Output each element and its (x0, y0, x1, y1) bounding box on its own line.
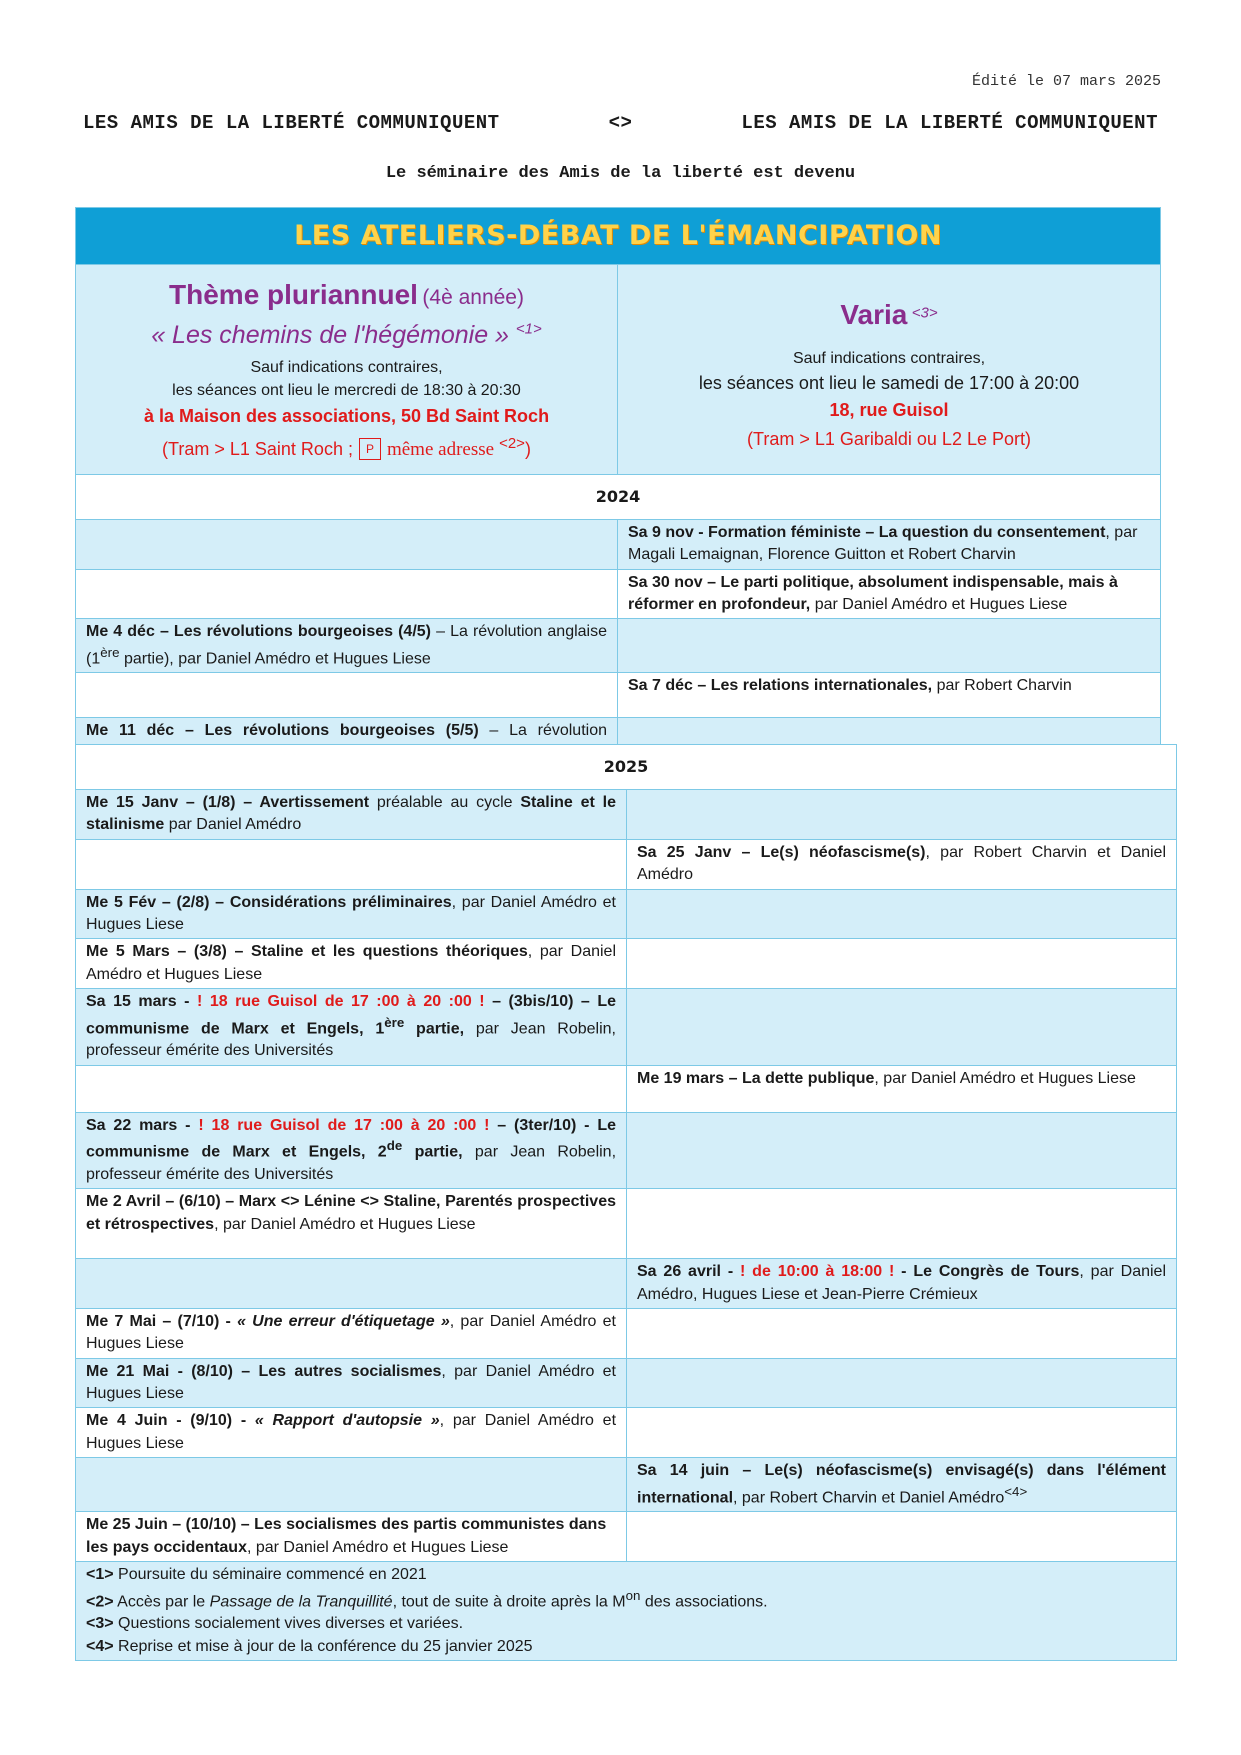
footnote-key: <4> (86, 1637, 114, 1655)
session-cell (76, 939, 627, 989)
footnote-key: <3> (86, 1615, 114, 1633)
session-title: Me 5 Mars – (3/8) – Staline et les questions théoriques (86, 943, 528, 961)
headline-left: LES AMIS DE LA LIBERTÉ COMMUNIQUENT (83, 112, 500, 134)
footnote-text: Reprise et mise à jour de la conférence du 25 janvier 2025 (113, 1637, 533, 1655)
right-header-line1: Sauf indications contraires, (792, 350, 986, 368)
session-cell (76, 1358, 627, 1408)
session-cell (618, 519, 1161, 569)
session-speakers: , par Robert Charvin et Daniel Amédro (637, 843, 1166, 884)
session-time-warning: ! de 10:00 à 18:00 ! (740, 1263, 895, 1281)
session-date: Sa 26 avril - (637, 1263, 740, 1281)
session-cell (76, 1308, 627, 1358)
superscript: de (386, 1138, 403, 1154)
session-cell (76, 989, 627, 1066)
session-text: préalable au cycle (369, 794, 521, 811)
empty-cell (76, 1458, 627, 1512)
session-date: Sa 22 mars - (86, 1116, 199, 1134)
empty-cell (627, 1308, 1177, 1358)
banner-title: LES ATELIERS-DÉBAT DE L'ÉMANCIPATION (294, 220, 942, 252)
footnote-key: <1> (86, 1566, 114, 1584)
right-header-place: 18, rue Guisol (829, 399, 949, 420)
footnotes (76, 1562, 1177, 1661)
session-title: Sa 14 juin – Le(s) néofascisme(s) envisagé(s) dans l'élément international (637, 1462, 1166, 1506)
session-speakers: , par Daniel Amédro et Hugues Liese (86, 1412, 617, 1452)
session-location-warning: ! 18 rue Guisol de 17 :00 à 20 :00 ! (198, 1116, 490, 1134)
session-speakers: , par Daniel Amédro et Hugues Liese (86, 893, 616, 933)
session-cell (76, 1189, 627, 1259)
session-cell (76, 790, 627, 840)
empty-cell (627, 790, 1177, 840)
footnote-key: <2> (86, 1592, 114, 1610)
empty-cell (627, 889, 1177, 939)
session-speakers: par Jean Robelin, professeur émérite des Universités (86, 1143, 617, 1183)
table-row (76, 619, 1161, 673)
session-cell (76, 619, 618, 673)
session-speakers: par Daniel Amédro (164, 816, 302, 834)
session-date: Sa 15 mars - (86, 993, 197, 1011)
session-title: – (3bis/10) – Le communisme de Marx et Engels, 1 (86, 993, 617, 1037)
session-title: Me 19 mars – La dette publique (637, 1069, 875, 1087)
session-title: Me 7 Mai – (7/10) - (86, 1312, 238, 1330)
headline-separator: <> (608, 112, 633, 134)
session-cell (627, 1259, 1177, 1309)
footnote-text: , tout de suite à droite après la M (392, 1592, 626, 1610)
table-row (76, 1189, 1177, 1259)
right-header (618, 265, 1161, 475)
superscript: on (625, 1587, 641, 1603)
program-table-2024 (75, 207, 1161, 768)
year-2024: 2024 (76, 474, 1161, 519)
footnote-4 (86, 1636, 1166, 1658)
empty-cell (76, 1259, 627, 1309)
session-title: Me 15 Janv – (1/8) – Avertissement (86, 794, 370, 811)
left-header (76, 265, 618, 475)
session-title: Me 21 Mai - (8/10) – Les autres socialismes (86, 1362, 442, 1380)
session-speakers: , par Daniel Amédro et Hugues Liese (86, 943, 616, 983)
right-header-line2: les séances ont lieu le samedi de 17:00 à 20:00 (698, 372, 1080, 393)
table-row (76, 1408, 1177, 1458)
session-speakers: , par Daniel Amédro et Hugues Liese (86, 1312, 617, 1353)
footnote-text: des associations. (640, 1592, 768, 1610)
table-row (76, 569, 1161, 619)
session-title-quote: « Rapport d'autopsie » (254, 1412, 440, 1430)
session-title: Me 5 Fév – (2/8) – Considérations préliminaires (86, 893, 452, 911)
empty-cell (76, 519, 618, 569)
empty-cell (76, 673, 618, 718)
session-speakers: , par Daniel Amédro et Hugues Liese (214, 1215, 476, 1233)
session-cell (618, 569, 1161, 619)
session-title: Me 2 Avril – (6/10) – Marx <> Lénine <> Staline, Parentés prospectives et rétrospectives (86, 1193, 616, 1233)
session-speakers: par Jean Robelin, professeur émérite des Universités (86, 1019, 616, 1060)
empty-cell (627, 1189, 1177, 1259)
empty-cell (627, 1408, 1177, 1458)
session-speakers: , par Daniel Amédro et Hugues Liese (86, 1362, 616, 1403)
empty-cell (627, 1112, 1177, 1189)
session-location-warning: ! 18 rue Guisol de 17 :00 à 20 :00 ! (196, 993, 485, 1011)
headline-right: LES AMIS DE LA LIBERTÉ COMMUNIQUENT (741, 112, 1158, 134)
session-speakers: , par Robert Charvin et Daniel Amédro (733, 1488, 1005, 1506)
table-row (76, 989, 1177, 1066)
session-text: – La révolution anglaise (1 (86, 623, 608, 668)
table-row (76, 1458, 1177, 1512)
same-address-ref: <2> (499, 435, 525, 453)
superscript: ère (384, 1014, 405, 1030)
empty-cell (627, 989, 1177, 1066)
right-header-ref: <3> (911, 304, 938, 322)
right-header-tram: (Tram > L1 Garibaldi ou L2 Le Port) (747, 428, 1031, 449)
session-cell (76, 1112, 627, 1189)
session-title: - Le Congrès de Tours (894, 1263, 1080, 1281)
table-row (76, 889, 1177, 939)
left-header-title: Thème pluriannuel (169, 279, 418, 310)
empty-cell (627, 939, 1177, 989)
tram-close: ) (524, 439, 531, 460)
left-header-line2: les séances ont lieu le mercredi de 18:30 à 20:30 (172, 381, 521, 399)
session-speakers: par Daniel Amédro et Hugues Liese (810, 595, 1068, 613)
edited-date: Édité le 07 mars 2025 (971, 73, 1161, 90)
left-header-quote: « Les chemins de l'hégémonie » (151, 321, 509, 350)
year-2025: 2025 (76, 745, 1177, 790)
session-title: Me 4 Juin - (9/10) - (86, 1412, 255, 1430)
empty-cell (76, 839, 627, 889)
session-speakers: , par Daniel Amédro et Hugues Liese (246, 1538, 509, 1556)
table-row (76, 1112, 1177, 1189)
right-header-title: Varia (840, 299, 908, 330)
table-row (76, 1259, 1177, 1309)
session-cell (76, 1408, 627, 1458)
session-title: Sa 25 Janv – Le(s) néofascisme(s) (637, 843, 926, 861)
session-cell (627, 1458, 1177, 1512)
left-header-place: à la Maison des associations, 50 Bd Saint Roch (143, 405, 550, 426)
footnote-2 (86, 1587, 1166, 1614)
session-cell (76, 889, 627, 939)
footnote-text: Accès par le (113, 1592, 210, 1610)
session-speakers: , par Daniel Amédro et Hugues Liese (874, 1069, 1136, 1087)
session-cell (627, 1065, 1177, 1112)
session-title: Me 25 Juin – (10/10) – Les socialismes des partis communistes dans les pays occidentaux (86, 1516, 607, 1556)
left-header-line1: Sauf indications contraires, (250, 359, 443, 377)
same-address: même adresse (386, 439, 495, 461)
table-row (76, 1358, 1177, 1408)
empty-cell (627, 1512, 1177, 1562)
footnote-italic: Passage de la Tranquillité (209, 1592, 393, 1610)
session-cell (618, 673, 1161, 718)
parking-icon: P (359, 438, 381, 460)
session-title: Sa 7 déc – Les relations internationales, (628, 677, 933, 695)
subline: Le séminaire des Amis de la liberté est devenu (385, 164, 856, 183)
left-header-tram (84, 433, 609, 464)
empty-cell (76, 569, 618, 619)
table-row (76, 939, 1177, 989)
table-row (76, 519, 1161, 569)
session-cell (76, 1512, 627, 1562)
session-title-part: Staline et le stalinisme (86, 794, 616, 834)
session-title: Me 11 déc – Les révolutions bourgeoises (5/5) (86, 722, 479, 740)
left-header-subtitle: (4è année) (422, 286, 524, 309)
table-row (76, 1065, 1177, 1112)
footnote-1 (86, 1564, 1166, 1586)
table-row (76, 673, 1161, 718)
empty-cell (627, 1358, 1177, 1408)
superscript: ère (100, 644, 120, 660)
empty-cell (76, 1065, 627, 1112)
session-speakers: partie), par Daniel Amédro et Hugues Liese (119, 650, 431, 668)
table-row (76, 1512, 1177, 1562)
session-title: Sa 30 nov – Le parti politique, absolument indispensable, mais à réformer en profondeur, (628, 573, 1118, 613)
session-title-part: partie, (402, 1143, 463, 1161)
session-speakers: par Robert Charvin (932, 677, 1072, 695)
session-title: Sa 9 nov - Formation féministe – La question du consentement (628, 523, 1106, 541)
program-table-2025 (75, 744, 1177, 1661)
headline (83, 112, 1158, 134)
session-title: – (3ter/10) - Le communisme de Marx et Engels, 2 (86, 1116, 616, 1161)
session-cell (627, 839, 1177, 889)
session-title-quote: « Une erreur d'étiquetage » (237, 1312, 450, 1330)
footnote-text: Questions socialement vives diverses et variées. (113, 1615, 464, 1633)
empty-cell (618, 619, 1161, 673)
footnote-3 (86, 1613, 1166, 1635)
session-speakers: – La révolution (489, 722, 608, 740)
table-row (76, 1308, 1177, 1358)
footnote-ref: <4> (1004, 1483, 1028, 1499)
session-title-part: partie, (404, 1019, 465, 1037)
tram-text: (Tram > L1 Saint Roch ; (162, 439, 353, 460)
table-row (76, 790, 1177, 840)
footnote-text: Poursuite du séminaire commencé en 2021 (113, 1566, 427, 1584)
left-header-quote-ref: <1> (515, 320, 542, 338)
session-speakers: , par Magali Lemaignan, Florence Guitton et Robert Charvin (628, 523, 1138, 564)
session-title: Me 4 déc – Les révolutions bourgeoises (4/5) (86, 623, 432, 641)
session-speakers: , par Daniel Amédro, Hugues Liese et Jean-Pierre Crémieux (637, 1263, 1166, 1303)
banner (76, 208, 1161, 265)
footnotes-row (76, 1562, 1177, 1661)
table-row (76, 839, 1177, 889)
